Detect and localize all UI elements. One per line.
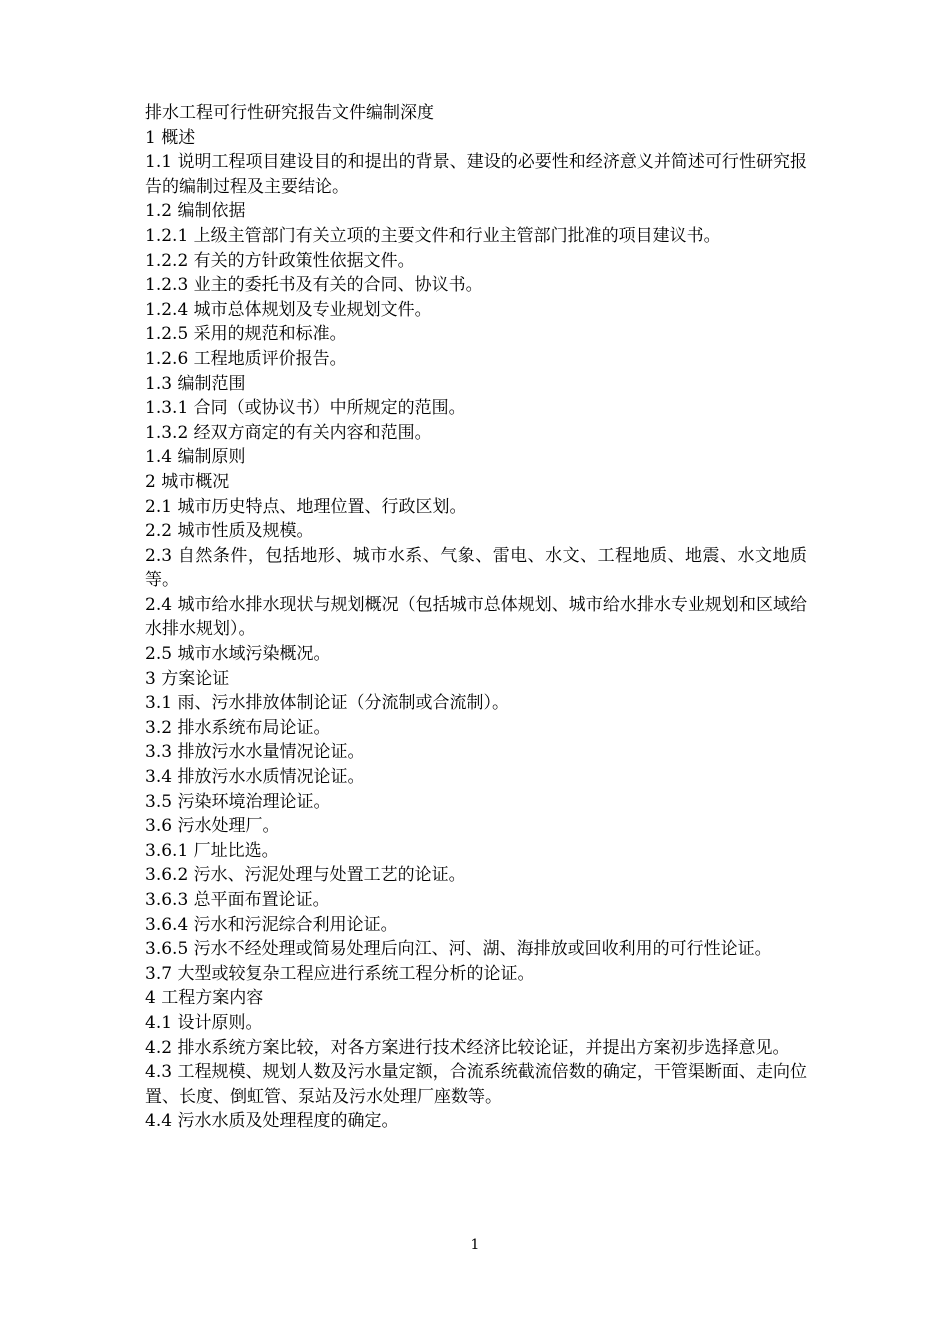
item-1-2-2: 1.2.2 有关的方针政策性依据文件。 xyxy=(145,250,415,271)
item-2-5: 2.5 城市水域污染概况。 xyxy=(145,644,331,665)
section-heading-3: 3 方案论证 xyxy=(145,668,230,689)
item-3-3: 3.3 排放污水水量情况论证。 xyxy=(145,742,365,763)
item-3-6-4: 3.6.4 污水和污泥综合利用论证。 xyxy=(145,914,398,935)
item-2-1: 2.1 城市历史特点、地理位置、行政区划。 xyxy=(145,496,467,517)
subsection-heading-1-3: 1.3 编制范围 xyxy=(145,373,246,394)
section-heading-4: 4 工程方案内容 xyxy=(145,988,264,1009)
subsection-heading-1-4: 1.4 编制原则 xyxy=(145,447,246,468)
item-4-2: 4.2 排水系统方案比较，对各方案进行技术经济比较论证，并提出方案初步选择意见。 xyxy=(145,1037,790,1058)
item-4-4: 4.4 污水水质及处理程度的确定。 xyxy=(145,1111,399,1132)
item-1-2-4: 1.2.4 城市总体规划及专业规划文件。 xyxy=(145,299,432,320)
item-1-2-1: 1.2.1 上级主管部门有关立项的主要文件和行业主管部门批准的项目建议书。 xyxy=(145,225,721,246)
item-4-3: 4.3 工程规模、规划人数及污水量定额，合流系统截流倍数的确定，干管渠断面、走向位置、长度、倒虹管、泵站及污水处理厂座数等。 xyxy=(145,1062,807,1107)
item-2-4: 2.4 城市给水排水现状与规划概况（包括城市总体规划、城市给水排水专业规划和区域给水排水规划）。 xyxy=(145,594,807,640)
item-4-1: 4.1 设计原则。 xyxy=(145,1012,263,1033)
page-number: 1 xyxy=(470,1237,480,1253)
item-3-6-5: 3.6.5 污水不经处理或简易处理后向江、河、湖、海排放或回收利用的可行性论证。 xyxy=(145,939,772,960)
item-2-2: 2.2 城市性质及规模。 xyxy=(145,521,314,542)
document-title: 排水工程可行性研究报告文件编制深度 xyxy=(145,103,434,123)
item-3-6-3: 3.6.3 总平面布置论证。 xyxy=(145,890,330,910)
item-3-5: 3.5 污染环境治理论证。 xyxy=(145,791,331,812)
subsection-heading-1-2: 1.2 编制依据 xyxy=(145,201,246,222)
item-1-3-2: 1.3.2 经双方商定的有关内容和范围。 xyxy=(145,422,432,443)
paragraph-1-1: 1.1 说明工程项目建设目的和提出的背景、建设的必要性和经济意义并简述可行性研究报告的编制过程及主要结论。 xyxy=(145,152,807,197)
item-3-4: 3.4 排放污水水质情况论证。 xyxy=(145,767,365,788)
item-1-2-3: 1.2.3 业主的委托书及有关的合同、协议书。 xyxy=(145,275,483,296)
item-1-2-6: 1.2.6 工程地质评价报告。 xyxy=(145,348,347,369)
section-heading-2: 2 城市概况 xyxy=(145,471,230,492)
item-1-3-1: 1.3.1 合同（或协议书）中所规定的范围。 xyxy=(145,398,466,419)
item-1-2-5: 1.2.5 采用的规范和标准。 xyxy=(145,324,347,345)
section-heading-1: 1 概述 xyxy=(145,127,196,148)
item-2-3: 2.3 自然条件，包括地形、城市水系、气象、雷电、水文、工程地质、地震、水文地质等。 xyxy=(145,545,807,591)
item-3-6-2: 3.6.2 污水、污泥处理与处置工艺的论证。 xyxy=(145,865,466,886)
item-3-6-1: 3.6.1 厂址比选。 xyxy=(145,840,279,861)
item-3-2: 3.2 排水系统布局论证。 xyxy=(145,717,331,738)
item-3-1: 3.1 雨、污水排放体制论证（分流制或合流制）。 xyxy=(145,693,509,714)
item-3-7: 3.7 大型或较复杂工程应进行系统工程分析的论证。 xyxy=(145,963,535,984)
document-body xyxy=(145,101,807,1134)
item-3-6: 3.6 污水处理厂。 xyxy=(145,816,280,837)
